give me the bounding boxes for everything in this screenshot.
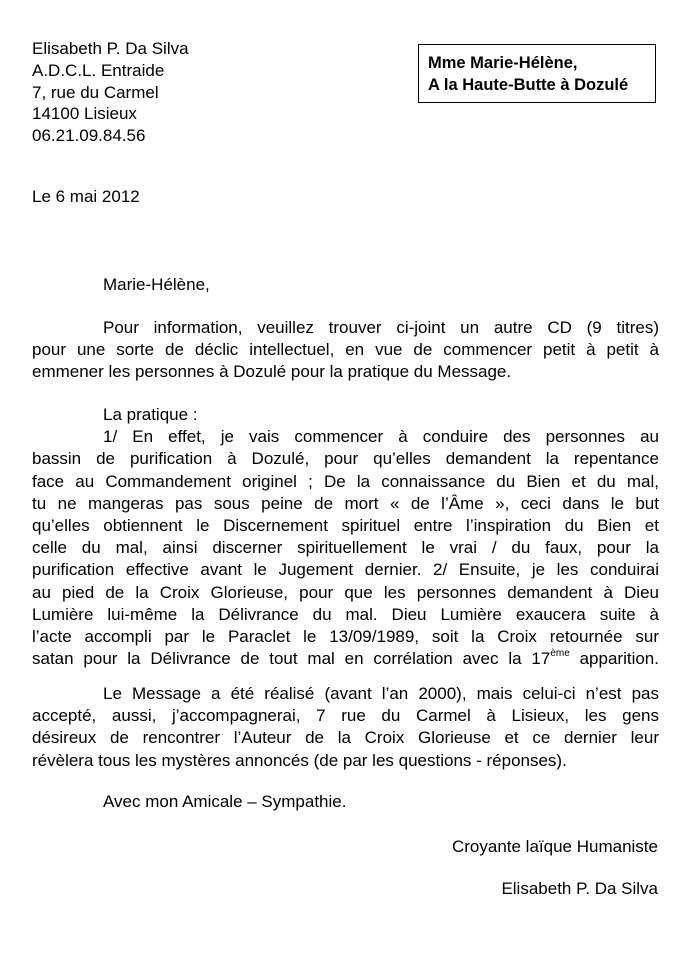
line-text: apparition. bbox=[569, 649, 659, 669]
paragraph-pratique bbox=[32, 404, 659, 670]
pratique-heading: La pratique : bbox=[103, 405, 198, 424]
recipient-name: Mme Marie-Hélène, bbox=[428, 54, 578, 72]
sender-city: 14100 Lisieux bbox=[32, 104, 137, 124]
closing-formula: Avec mon Amicale – Sympathie. bbox=[103, 792, 347, 811]
sender-name: Elisabeth P. Da Silva bbox=[32, 39, 189, 58]
paragraph-line: qu’elles obtiennent le Discernement spirituel entre l’inspiration du Bien et bbox=[32, 516, 659, 536]
paragraph-line: face au Commandement originel ; De la connaissance du Bien et du mal, bbox=[32, 471, 659, 491]
letter-date: Le 6 mai 2012 bbox=[32, 187, 140, 206]
paragraph-line-last bbox=[32, 648, 659, 670]
sender-phone: 06.21.09.84.56 bbox=[32, 126, 146, 146]
paragraph-line: 1/ En effet, je vais commencer à conduire des personnes au bbox=[103, 427, 659, 447]
paragraph-message bbox=[32, 683, 659, 772]
paragraph-line: celle du mal, ainsi discerner spirituellement le vrai / du faux, pour la bbox=[32, 538, 659, 558]
paragraph-line: purification effective avant le Jugement dernier. 2/ Ensuite, je les conduirai bbox=[32, 560, 659, 580]
paragraph-line: désireux de rencontrer l’Auteur de la Croix Glorieuse et ce dernier leur bbox=[32, 728, 659, 748]
salutation: Marie-Hélène, bbox=[103, 275, 210, 294]
paragraph-line: révèlera tous les mystères annoncés (de par les questions - réponses). bbox=[32, 750, 567, 770]
paragraph-line: Pour information, veuillez trouver ci-joint un autre CD (9 titres) bbox=[103, 318, 659, 337]
recipient-box bbox=[418, 44, 656, 103]
paragraph-line: tu ne mangeras pas sous peine de mort « de l’Âme », ceci dans le but bbox=[32, 493, 659, 513]
superscript-ordinal: ème bbox=[550, 647, 570, 659]
paragraph-line: Le Message a été réalisé (avant l’an 2000), mais celui-ci n’est pas bbox=[103, 684, 659, 703]
paragraph-line: emmener les personnes à Dozulé pour la pratique du Message. bbox=[32, 362, 512, 382]
paragraph-information bbox=[32, 317, 659, 384]
paragraph-line: au pied de la Croix Glorieuse, pour que les personnes demandent à Dieu bbox=[32, 582, 659, 602]
signature-name: Elisabeth P. Da Silva bbox=[501, 879, 658, 898]
sender-organization: A.D.C.L. Entraide bbox=[32, 60, 165, 80]
paragraph-line: Lumière lui-même la Délivrance du mal. Dieu Lumière exaucera suite à bbox=[32, 604, 659, 624]
line-text: satan pour la Délivrance de tout mal en corrélation avec la 17 bbox=[32, 649, 551, 669]
signature-title: Croyante laïque Humaniste bbox=[451, 837, 658, 856]
paragraph-line: bassin de purification à Dozulé, pour qu’elles demandent la repentance bbox=[32, 449, 659, 469]
sender-address-block bbox=[32, 38, 189, 147]
paragraph-line: pour une sorte de déclic intellectuel, en vue de commencer petit à petit à bbox=[32, 340, 659, 360]
recipient-address: A la Haute-Butte à Dozulé bbox=[428, 75, 629, 94]
sender-street: 7, rue du Carmel bbox=[32, 82, 159, 102]
paragraph-line: accepté, aussi, j’accompagnerai, 7 rue du Carmel à Lisieux, les gens bbox=[32, 706, 659, 726]
paragraph-line: l’acte accompli par le Paraclet le 13/09/1989, soit la Croix retournée sur bbox=[32, 627, 659, 647]
